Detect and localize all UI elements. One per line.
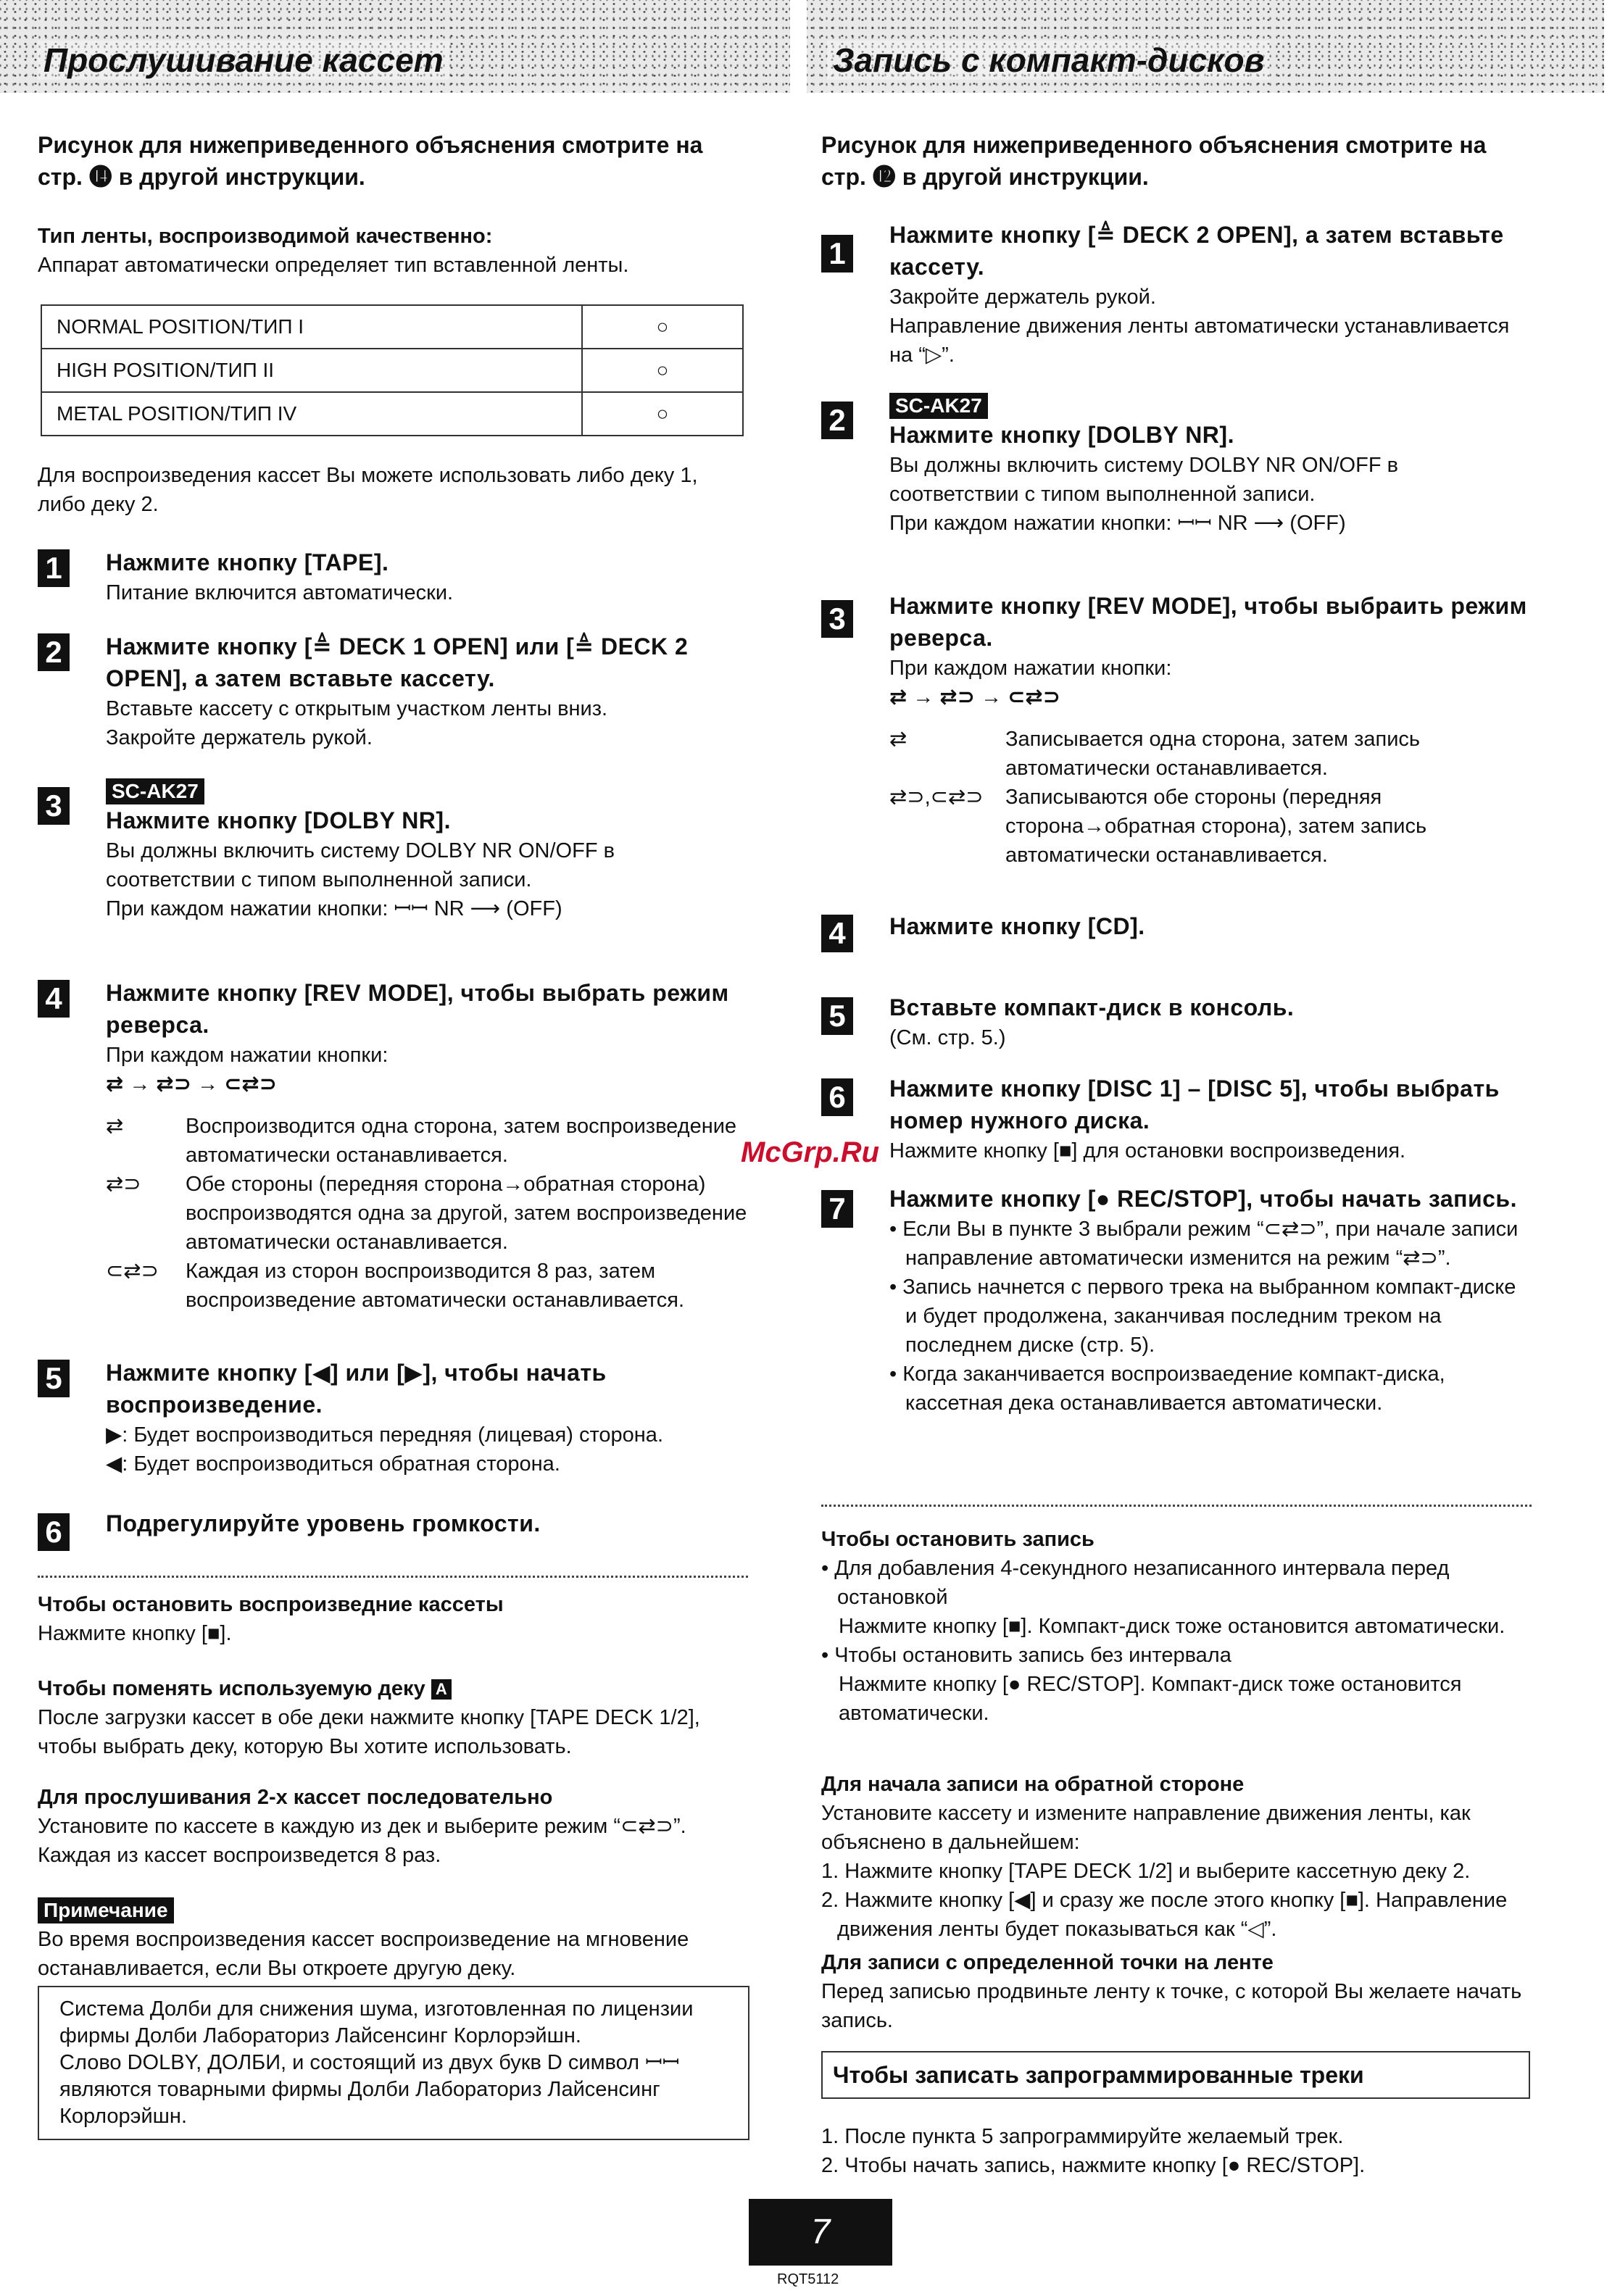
- step-number: 5: [821, 997, 853, 1035]
- mode-row: [106, 1112, 748, 1170]
- section-title-cd-recording: Запись с компакт-дисков: [827, 41, 1270, 80]
- step-number: 3: [821, 600, 853, 638]
- step-title: Нажмите кнопку [≜ DECK 1 OPEN] или [≜ DECK 2 OPEN], а затем вставьте кассету.: [106, 633, 689, 691]
- step-body: Вы должны включить систему DOLBY NR ON/OFF в соответствии с типом выполненной записи.: [106, 839, 615, 891]
- list-item: 1. После пункта 5 запрограммируйте желаемый трек.: [821, 2125, 1344, 2148]
- step-4: [821, 910, 1532, 950]
- dolby-trademark-text: Слово DOLBY, ДОЛБИ, и состоящий из двух букв D символ ꟷꟷ являются товарными фирмы Долби Лабораториз Лайсенсинг Корлорэйшн.: [59, 2051, 680, 2128]
- step-number: 4: [38, 980, 70, 1018]
- rev-mode-sequence: ⇄ → ⇄⊃ → ⊂⇄⊃: [106, 1073, 278, 1096]
- tape-type-text: Аппарат автоматически определяет тип вставленной ленты.: [38, 254, 629, 277]
- step-5: [38, 1357, 748, 1478]
- dolby-trademark-box: [38, 1986, 749, 2140]
- step-body: (См. стр. 5.): [889, 1026, 1006, 1049]
- step-title: Нажмите кнопку [TAPE].: [106, 549, 389, 575]
- step-title: Подрегулируйте уровень громкости.: [106, 1510, 541, 1536]
- mode-row: [106, 1257, 748, 1315]
- note-text: Во время воспроизведения кассет воспроизведение на мгновение останавливается, если Вы откроете другую деку.: [38, 1928, 689, 1980]
- tape-type-heading: Тип ленты, воспроизводимой качественно:: [38, 225, 493, 248]
- step-6: [38, 1507, 748, 1549]
- step-body: Вы должны включить систему DOLBY NR ON/OFF в соответствии с типом выполненной записи.: [889, 454, 1399, 506]
- step-body: Закройте держатель рукой.: [889, 286, 1156, 309]
- step-body: Питание включится автоматически.: [106, 581, 454, 604]
- list-item: 2. Чтобы начать запись, нажмите кнопку [● REC/STOP].: [821, 2154, 1366, 2177]
- divider: [38, 1576, 748, 1578]
- mode-symbol: ⊂⇄⊃: [106, 1260, 159, 1283]
- tape-type-mark: ○: [582, 349, 743, 392]
- mode-symbol: ⇄⊃: [106, 1173, 141, 1196]
- list-item-detail: Нажмите кнопку [■]. Компакт-диск тоже остановится автоматически.: [839, 1615, 1505, 1638]
- step-body: При каждом нажатии кнопки:: [889, 657, 1172, 680]
- step-2: [821, 393, 1532, 538]
- step-number: 1: [821, 235, 853, 273]
- dolby-license-text: Система Долби для снижения шума, изготовленная по лицензии фирмы Долби Лабораториз Лайсенсинг Корлорэйшн.: [59, 1997, 694, 2047]
- step-number: 4: [821, 915, 853, 952]
- step-title: Нажмите кнопку [CD].: [889, 913, 1145, 939]
- reverse-side-heading: Для начала записи на обратной стороне: [821, 1773, 1245, 1796]
- step-title: Вставьте компакт-диск в консоль.: [889, 994, 1295, 1020]
- reverse-side-text: [821, 1799, 1532, 1944]
- step-5: [821, 991, 1532, 1052]
- tape-type-label: NORMAL POSITION/ТИП I: [41, 305, 582, 349]
- tape-type-table: [41, 304, 744, 436]
- section-title-playback: Прослушивание кассет: [38, 41, 449, 80]
- tape-type-label: HIGH POSITION/ТИП II: [41, 349, 582, 392]
- model-badge: SC-AK27: [106, 778, 204, 804]
- list-item-detail: Нажмите кнопку [● REC/STOP]. Компакт-диск тоже остановится автоматически.: [839, 1673, 1462, 1725]
- step-title: Нажмите кнопку [REV MODE], чтобы выбрать режим реверса.: [106, 980, 729, 1038]
- table-row: [41, 349, 743, 392]
- start-point-heading: Для записи с определенной точки на ленте: [821, 1951, 1274, 1974]
- divider: [821, 1505, 1532, 1507]
- table-row: [41, 392, 743, 436]
- watermark: McGrp.Ru: [741, 1136, 880, 1168]
- step-title: Нажмите кнопку [● REC/STOP], чтобы начать запись.: [889, 1186, 1517, 1212]
- step-bullet: • Если Вы в пункте 3 выбрали режим “⊂⇄⊃”, при начале записи направление автоматически изменится на режим “⇄⊃”.: [889, 1218, 1519, 1270]
- mode-text: Обе стороны (передняя сторона→обратная сторона) воспроизводятся одна за другой, затем воспроизведение автоматически останавливается.: [186, 1173, 747, 1254]
- list-item: 1. Нажмите кнопку [TAPE DECK 1/2] и выберите кассетную деку 2.: [821, 1860, 1471, 1883]
- two-cassettes-heading: Для прослушивания 2-х кассет последовательно: [38, 1786, 553, 1809]
- step-body: При каждом нажатии кнопки:: [889, 512, 1172, 535]
- step-title: Нажмите кнопку [REV MODE], чтобы выбраить режим реверса.: [889, 593, 1527, 651]
- step-number: 1: [38, 549, 70, 587]
- mode-symbol: ⇄: [106, 1115, 124, 1138]
- step-number: 2: [38, 633, 70, 671]
- two-cassettes-text: Установите по кассете в каждую из дек и выберите режим “⊂⇄⊃”. Каждая из кассет воспроизведется 8 раз.: [38, 1815, 686, 1867]
- step-6: [821, 1073, 1532, 1165]
- step-body: Нажмите кнопку [■] для остановки воспроизведения.: [889, 1139, 1406, 1162]
- stop-recording-heading: Чтобы остановить запись: [821, 1528, 1094, 1551]
- intro-text: Рисунок для нижеприведенного объяснения смотрите на стр. ⓬ в другой инструкции.: [821, 132, 1487, 190]
- list-item: • Для добавления 4-секундного незаписанного интервала перед остановкой: [821, 1557, 1450, 1609]
- step-bullet: • Когда заканчивается воспроизваедение компакт-диска, кассетная дека останавливается автоматически.: [889, 1363, 1445, 1415]
- step-title: Нажмите кнопку [≜ DECK 2 OPEN], а затем вставьте кассету.: [889, 222, 1504, 280]
- table-row: [41, 305, 743, 349]
- step-title: Нажмите кнопку [DOLBY NR].: [889, 422, 1234, 448]
- tape-type-mark: ○: [582, 305, 743, 349]
- mode-text: Воспроизводится одна сторона, затем воспроизведение автоматически останавливается.: [186, 1115, 737, 1167]
- step-number: 6: [38, 1513, 70, 1551]
- step-number: 3: [38, 787, 70, 825]
- intro-text: Рисунок для нижеприведенного объяснения смотрите на стр. ⓮ в другой инструкции.: [38, 132, 703, 190]
- step-body: Вставьте кассету с открытым участком ленты вниз.: [106, 697, 608, 720]
- step-number: 2: [821, 402, 853, 439]
- step-number: 7: [821, 1190, 853, 1228]
- note-label: Примечание: [38, 1897, 174, 1923]
- stop-recording-list: [821, 1554, 1532, 1728]
- program-heading-box: Чтобы записать запрограммированные треки: [821, 2051, 1530, 2099]
- step-title: Нажмите кнопку [DOLBY NR].: [106, 807, 451, 833]
- step-3: [38, 778, 748, 923]
- step-1: [38, 546, 748, 607]
- mode-symbol: ⇄⊃,⊂⇄⊃: [889, 786, 984, 809]
- step-bullet: • Запись начнется с первого трека на выбранном компакт-диске и будет продолжена, заканчивая последним треком на последнем диске (стр. 5).: [889, 1276, 1516, 1357]
- step-number: 5: [38, 1360, 70, 1397]
- mode-row: [889, 725, 1532, 783]
- step-body: ◀: Будет воспроизводиться обратная сторона.: [106, 1452, 560, 1476]
- list-item: • Чтобы остановить запись без интервала: [821, 1644, 1231, 1667]
- step-title: Нажмите кнопку [◀] или [▶], чтобы начать воспроизведение.: [106, 1360, 607, 1418]
- note-label-wrap: [38, 1897, 174, 1923]
- mode-text: Записывается одна сторона, затем запись автоматически останавливается.: [1005, 728, 1420, 780]
- stop-playback-heading: Чтобы остановить воспроизведние кассеты: [38, 1593, 504, 1616]
- step-4: [38, 977, 748, 1315]
- mode-text: Каждая из сторон воспроизводится 8 раз, затем воспроизведение автоматически останавливается.: [186, 1260, 685, 1312]
- reverse-side-intro: Установите кассету и измените направление движения ленты, как объяснено в дальнейшем:: [821, 1802, 1471, 1854]
- step-body: ▶: Будет воспроизводиться передняя (лицевая) сторона.: [106, 1423, 663, 1447]
- step-3: [821, 590, 1532, 870]
- start-point-text: Перед записью продвиньте ленту к точке, с которой Вы желаете начать запись.: [821, 1980, 1522, 2032]
- tape-type-mark: ○: [582, 392, 743, 436]
- step-title: Нажмите кнопку [DISC 1] – [DISC 5], чтобы выбрать номер нужного диска.: [889, 1076, 1500, 1134]
- mode-text: Записываются обе стороны (передняя сторона→обратная сторона), затем запись автоматически останавливается.: [1005, 786, 1427, 867]
- decks-text: Для воспроизведения кассет Вы можете использовать либо деку 1, либо деку 2.: [38, 464, 698, 516]
- rev-mode-sequence: ⇄ → ⇄⊃ → ⊂⇄⊃: [889, 686, 1061, 709]
- model-badge: SC-AK27: [889, 393, 988, 419]
- tape-type-label: METAL POSITION/ТИП IV: [41, 392, 582, 436]
- change-deck-heading: [38, 1674, 748, 1703]
- step-7: [821, 1183, 1532, 1418]
- step-number: 6: [821, 1078, 853, 1116]
- mode-row: [889, 783, 1532, 870]
- list-item: 2. Нажмите кнопку [◀] и сразу же после этого кнопку [■]. Направление движения ленты будет показываться как “◁”.: [821, 1889, 1508, 1941]
- step-body: При каждом нажатии кнопки:: [106, 1044, 389, 1067]
- change-deck-heading-text: Чтобы поменять используемую деку: [38, 1677, 425, 1700]
- stop-playback-text: Нажмите кнопку [■].: [38, 1622, 232, 1645]
- step-1: [821, 219, 1532, 370]
- document-code: RQT5112: [777, 2271, 839, 2287]
- dolby-sequence: ꟷꟷ NR ⟶ (OFF): [394, 897, 562, 920]
- step-body: Закройте держатель рукой.: [106, 726, 373, 749]
- program-steps: [821, 2122, 1532, 2180]
- page-number: 7: [749, 2199, 892, 2266]
- figure-badge: A: [431, 1679, 452, 1700]
- step-body: Направление движения ленты автоматически устанавливается на “▷”.: [889, 315, 1510, 367]
- dolby-sequence: ꟷꟷ NR ⟶ (OFF): [1177, 512, 1346, 535]
- change-deck-text: После загрузки кассет в обе деки нажмите кнопку [TAPE DECK 1/2], чтобы выбрать деку, которую Вы хотите использовать.: [38, 1706, 700, 1758]
- step-body: При каждом нажатии кнопки:: [106, 897, 389, 920]
- step-2: [38, 631, 748, 752]
- mode-row: [106, 1170, 748, 1257]
- mode-symbol: ⇄: [889, 728, 907, 751]
